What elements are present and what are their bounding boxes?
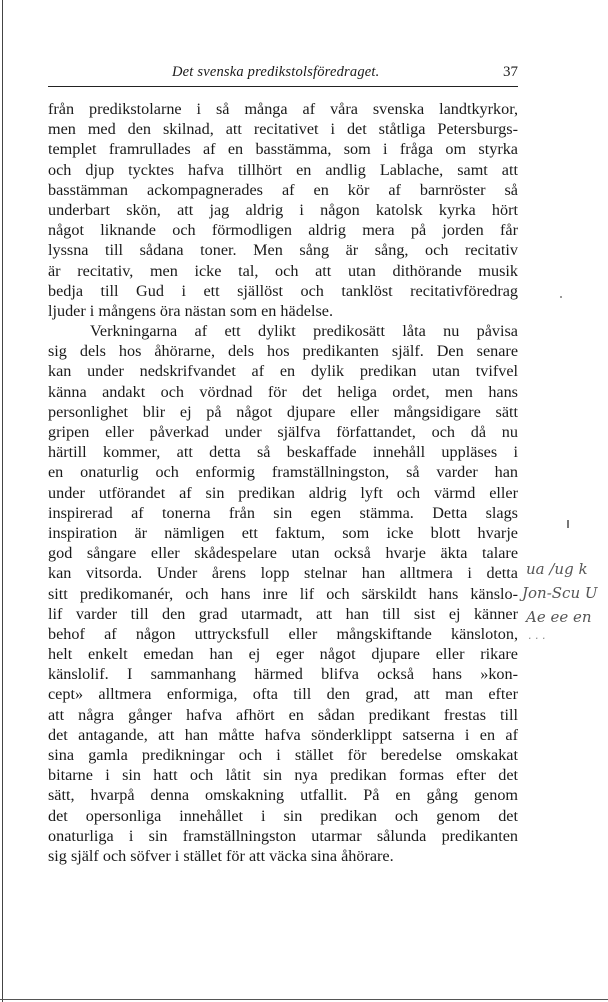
text-line: onaturliga i sin framställningston utarmar sålunda predikanten <box>48 826 518 845</box>
text-line: men med den skilnad, att recitativet i det ståtliga Petersburgs- <box>48 120 518 139</box>
text-line: behof af någon uttrycksfull eller mångskiftande känsloton, <box>48 624 518 643</box>
text-line: är recitativ, men icke tal, och att utan dithörande musik <box>48 261 518 280</box>
text-line: underbart skön, att jag aldrig i någon katolsk kyrka hört <box>48 200 518 219</box>
text-line: känna andakt och vördnad för det heliga ordet, men hans <box>48 382 518 401</box>
text-line: inspiration är nämligen ett faktum, som icke blott hvarje <box>48 523 518 542</box>
page-edge-left <box>2 0 3 1002</box>
header-rule <box>48 86 518 87</box>
body-text <box>48 99 518 866</box>
text-line: känslolif. I sammanhang härmed blifva också hans »kon- <box>48 665 518 684</box>
text-line: god sångare eller skådespelare utan också hvarje äkta talare <box>48 544 518 563</box>
text-line: en onaturlig och enformig framställningston, så varder han <box>48 463 518 482</box>
text-line: inspirerad af tonerna från sin egen stämma. Detta slags <box>48 503 518 522</box>
handwritten-margin-note: ua /ug k <box>526 560 588 578</box>
text-line: basstämman ackompagnerades af en kör af barnröster så <box>48 180 518 199</box>
text-line: helt enkelt emedan han ej eger något djupare eller rikare <box>48 645 518 664</box>
text-line: sitt predikomanér, och hans inre lif och särskildt hans känslo- <box>48 584 518 603</box>
text-line: kan vitsorda. Under årens lopp stelnar han alltmera i detta <box>48 564 518 583</box>
text-line: sig själf och söfver i stället för att väcka sina åhörare. <box>48 846 394 865</box>
text-line: bitarne i sin hatt och låtit sin nya predikan formas efter det <box>48 766 518 785</box>
text-line: sina gamla predikningar och i stället för beredelse omskakat <box>48 746 518 764</box>
handwritten-margin-note: · · · <box>528 632 546 645</box>
text-line: sig dels hos åhörarne, dels hos predikanten själf. Den senare <box>48 342 518 361</box>
text-line-paragraph-start: Verkningarna af ett dylikt predikosätt låta nu påvisa <box>90 322 518 341</box>
text-line: något liknande och förmodligen aldrig mera på jorden får <box>48 221 518 240</box>
page-header <box>48 60 518 90</box>
text-line: personlighet blir ej på något djupare eller mångsidigare sätt <box>48 402 518 421</box>
text-line: cept» alltmera enformiga, ofta till den grad, att man efter <box>48 685 518 704</box>
text-line: sätt, hvarpå denna omskakning utfallit. På en gång genom <box>48 786 518 805</box>
pencil-mark <box>567 520 569 528</box>
text-line: lif varder till den grad utarmadt, att han till sist ej känner <box>48 604 518 623</box>
text-line: det antagande, att han måtte hafva sönderklippt satserna i en af <box>48 725 518 744</box>
text-line: ljuder i mångens öra nästan som en hädelse. <box>48 301 333 320</box>
text-line: det opersonliga innehållet i sin predikan och genom det <box>48 806 518 825</box>
handwritten-margin-note: Ae ee en <box>526 608 592 626</box>
text-line: gripen eller påverkad under själfva författandet, och då nu <box>48 423 518 441</box>
handwritten-margin-note: Jon-Scu U <box>522 584 598 602</box>
text-line: och djup tycktes hafva tillhört en andlig Lablache, samt att <box>48 160 518 179</box>
text-line: från predikstolarne i så många af våra svenska landtkyrkor, <box>48 100 518 118</box>
text-line: att några gånger hafva afhört en sådan predikant frestas till <box>48 705 518 724</box>
page-edge-bottom <box>0 999 608 1000</box>
pencil-dot <box>560 296 562 298</box>
text-line: härtill kommer, att detta så beskaffade innehåll uppläses i <box>48 443 518 462</box>
text-line: under utförandet af sin predikan aldrig lyft och värmd eller <box>48 483 518 502</box>
text-line: templet framrullades af en basstämma, som i fråga om styrka <box>48 140 518 159</box>
page-number: 37 <box>503 64 518 80</box>
text-line: kan under nedskrifvandet af en dylik predikan utan tvifvel <box>48 362 518 381</box>
running-title: Det svenska predikstolsföredraget. <box>172 64 380 80</box>
text-line: bedja till Gud i ett själlöst och tanklöst recitativföredrag <box>48 281 518 300</box>
text-line: lyssna till sådana toner. Men sång är sång, och recitativ <box>48 241 518 260</box>
